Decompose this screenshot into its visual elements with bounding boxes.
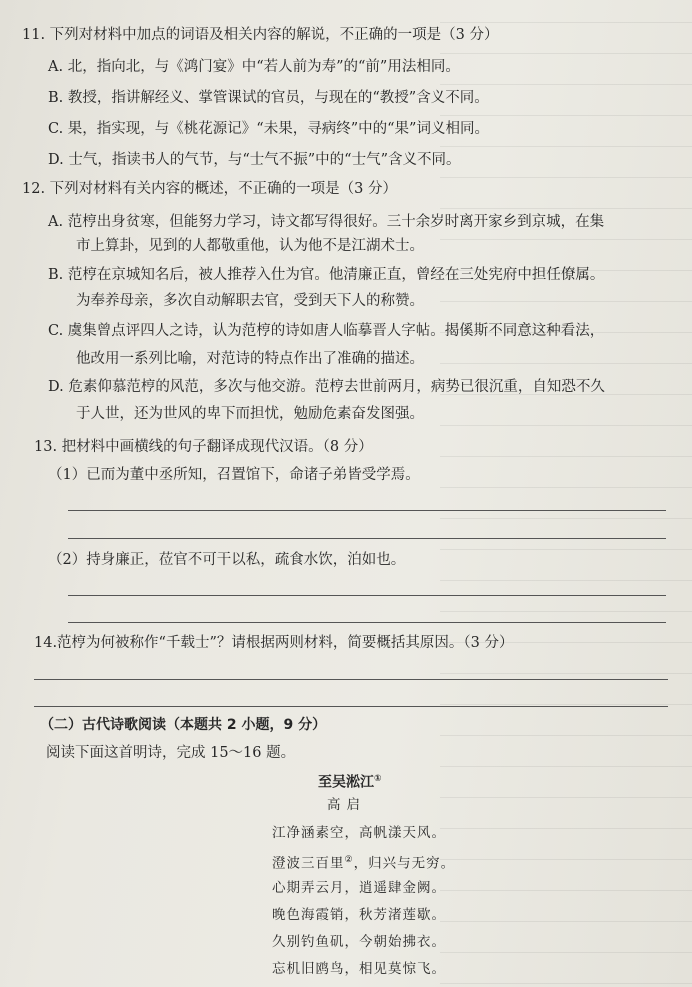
poem-author: 高启: [327, 797, 366, 813]
q12-option-a-line1: A. 范梈出身贫寒，但能努力学习，诗文都写得很好。三十余岁时离开家乡到京城，在集: [48, 214, 605, 230]
poem-line-2-footnote: ②: [344, 855, 354, 865]
q11-option-b: B. 教授，指讲解经义、掌管课试的官员，与现在的“教授”含义不同。: [48, 90, 489, 106]
q13-1-answer-line-2[interactable]: [68, 538, 666, 539]
q14-stem: 14.范梈为何被称作“千载士”？请根据两则材料，简要概括其原因。（3 分）: [34, 635, 514, 651]
q13-2-answer-line-1[interactable]: [68, 595, 666, 596]
poem-line-2: 澄波三百里②，归兴与无穷。: [272, 855, 456, 872]
bleed-through-texture: [440, 0, 692, 987]
poem-line-6: 忘机旧鸥鸟，相见莫惊飞。: [272, 961, 446, 977]
poem-line-3: 心期弄云月，逍遥肆金阙。: [272, 880, 446, 896]
q12-option-a-line2: 市上算卦，见到的人都敬重他，认为他不是江湖术士。: [76, 238, 424, 254]
q12-option-c-line1: C. 虞集曾点评四人之诗，认为范梈的诗如唐人临摹晋人字帖。揭傒斯不同意这种看法，: [48, 323, 605, 339]
q13-stem: 13. 把材料中画横线的句子翻译成现代汉语。（8 分）: [34, 439, 373, 455]
q11-option-d: D. 士气，指读书人的气节，与“士气不振”中的“士气”含义不同。: [48, 152, 461, 168]
q12-option-b-line1: B. 范梈在京城知名后，被人推荐入仕为官。他清廉正直，曾经在三处宪府中担任僚属。: [48, 267, 605, 283]
poem-title: 至吴淞江①: [318, 774, 382, 791]
q12-stem: 12. 下列对材料有关内容的概述，不正确的一项是（3 分）: [22, 181, 398, 197]
poem-line-1: 江净涵素空，高帆漾天风。: [272, 825, 446, 841]
q12-option-d-line1: D. 危素仰慕范梈的风范，多次与他交游。范梈去世前两月，病势已很沉重，自知恐不久: [48, 379, 605, 395]
q12-option-c-line2: 他改用一系列比喻，对范诗的特点作出了准确的描述。: [76, 351, 424, 367]
poem-line-5: 久别钓鱼矶，今朝始拂衣。: [272, 934, 446, 950]
q11-option-c: C. 果，指实现，与《桃花源记》“未果，寻病终”中的“果”词义相同。: [48, 121, 489, 137]
q12-option-d-line2: 于人世，还为世风的卑下而担忧，勉励危素奋发图强。: [76, 406, 424, 422]
q12-option-b-line2: 为奉养母亲，多次自动解职去官，受到天下人的称赞。: [76, 293, 424, 309]
q13-sentence-1: （1）已而为董中丞所知，召置馆下，命诸子弟皆受学焉。: [48, 467, 420, 483]
section-heading: （二）古代诗歌阅读（本题共 2 小题，9 分）: [40, 717, 327, 733]
poem-title-footnote: ①: [374, 774, 382, 784]
q14-answer-line-1[interactable]: [34, 679, 668, 680]
poem-line-4: 晚色海霞销，秋芳渚莲歇。: [272, 907, 446, 923]
q11-stem: 11. 下列对材料中加点的词语及相关内容的解说，不正确的一项是（3 分）: [22, 27, 499, 43]
section-instruction: 阅读下面这首明诗，完成 15～16 题。: [46, 745, 296, 761]
q13-2-answer-line-2[interactable]: [68, 622, 666, 623]
q11-option-a: A. 北，指向北，与《鸿门宴》中“若人前为寿”的“前”用法相同。: [48, 59, 460, 75]
q13-1-answer-line-1[interactable]: [68, 510, 666, 511]
q14-answer-line-2[interactable]: [34, 706, 668, 707]
q13-sentence-2: （2）持身廉正，莅官不可干以私，疏食水饮，泊如也。: [48, 552, 406, 568]
